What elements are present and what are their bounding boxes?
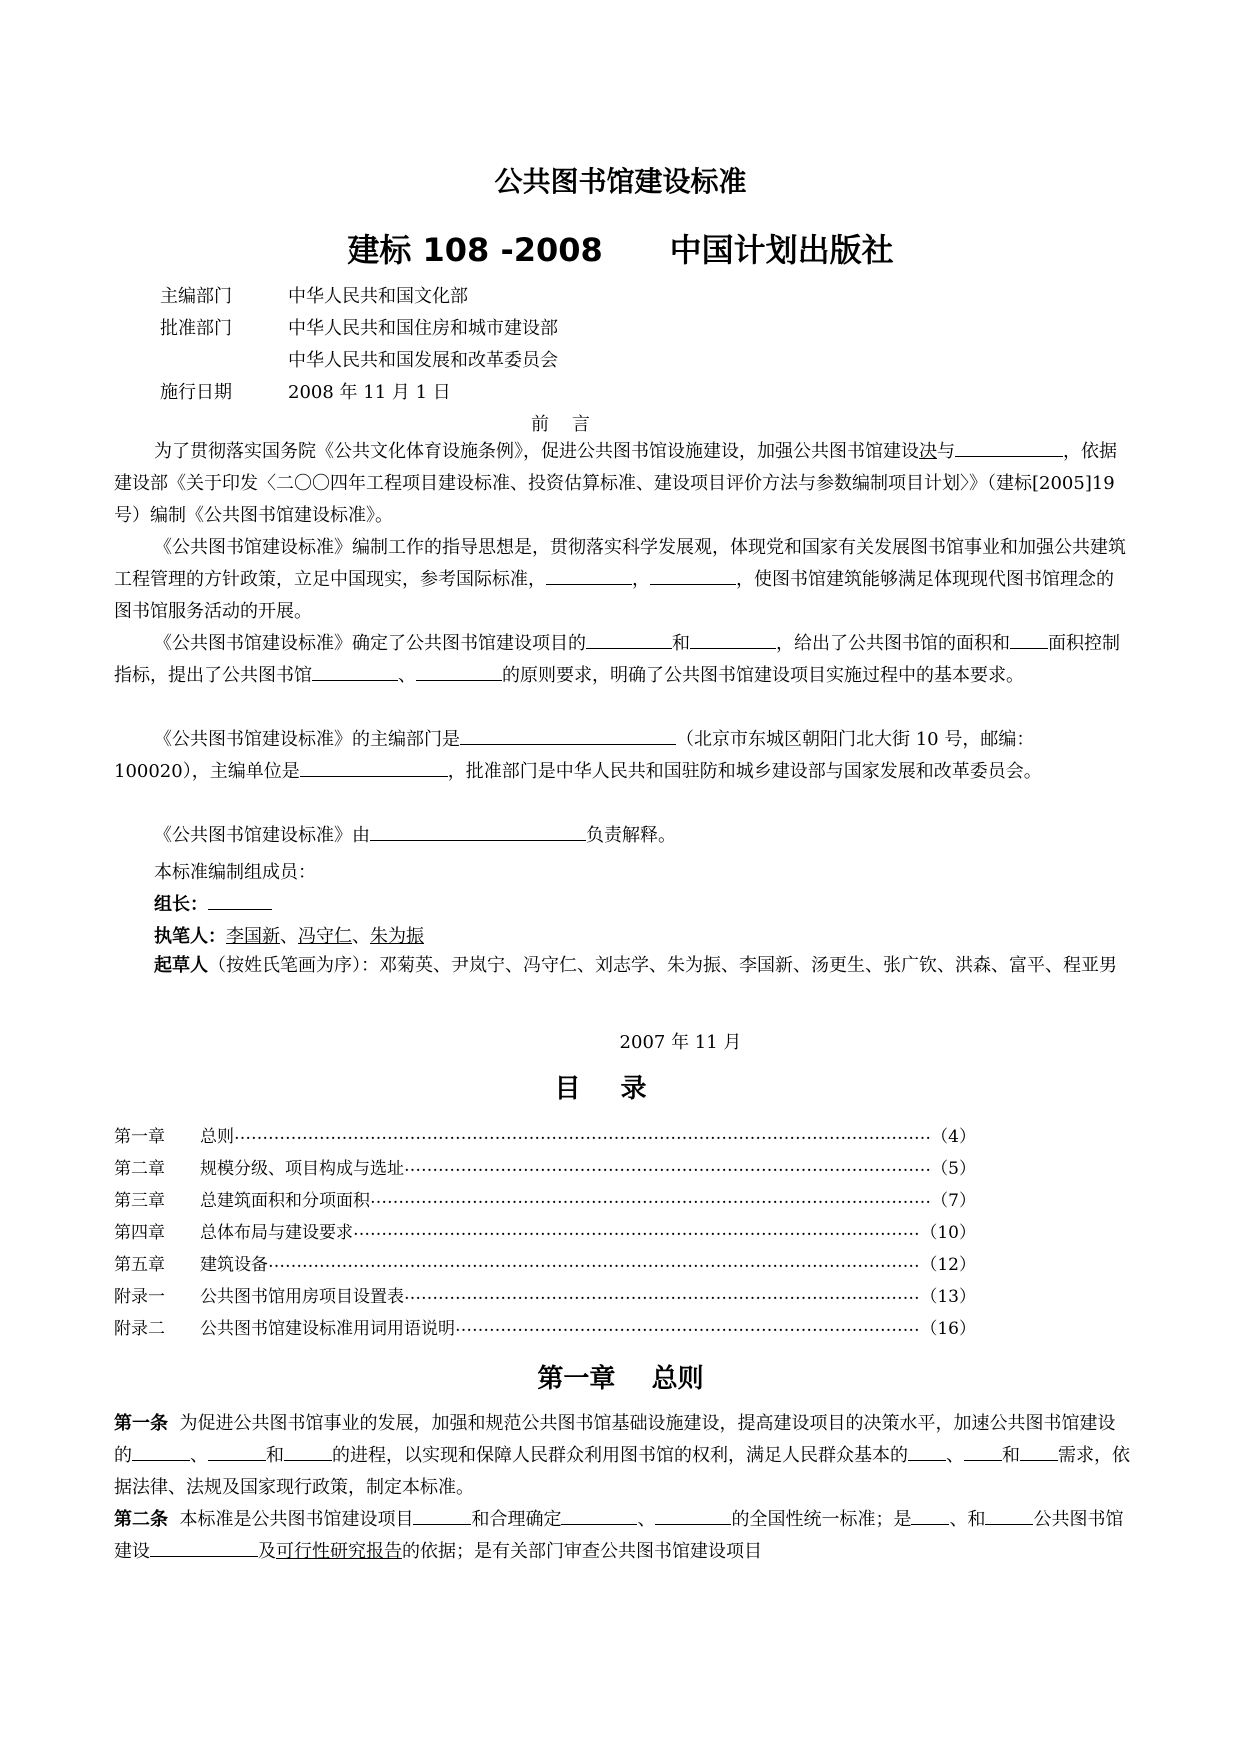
preface-date: 2007 年 11 月 bbox=[619, 1032, 742, 1053]
art2-text-e: 公共图书馆建设 bbox=[114, 1509, 1124, 1562]
art2-blank-6 bbox=[150, 1538, 258, 1557]
art2-dun: 、 bbox=[637, 1509, 656, 1530]
art1-dun: 、 bbox=[190, 1445, 208, 1466]
toc-page: （5） bbox=[931, 1158, 976, 1179]
art2-text-c: 的全国性统一标准；是 bbox=[731, 1509, 912, 1530]
meta-editor bbox=[160, 282, 468, 308]
article-2-label: 第二条 bbox=[114, 1509, 168, 1530]
art1-blank-1 bbox=[132, 1442, 190, 1461]
meta-date-value: 2008 年 11 月 1 日 bbox=[288, 382, 451, 403]
toc-chapter: 附录一 bbox=[114, 1286, 165, 1307]
chapter-1-title: 第一章 总则 bbox=[537, 1364, 704, 1394]
art1-blank-5 bbox=[964, 1442, 1002, 1461]
toc-entry[interactable] bbox=[114, 1310, 976, 1342]
p5-blank bbox=[370, 822, 586, 841]
p1-text-a: 为了贯彻落实国务院《公共文化体育设施条例》，促进公共图书馆设施建设，加强公共图书馆建设 bbox=[154, 441, 919, 462]
p3-text-d: 的原则要求，明确了公共图书馆建设项目实施过程中的基本要求。 bbox=[502, 665, 1024, 686]
article-2 bbox=[114, 1504, 1130, 1568]
art2-underlined: 可行性研究报告 bbox=[276, 1541, 402, 1562]
toc-chapter: 第三章 bbox=[114, 1190, 165, 1211]
p1-text-d: ，依据建设部《关于印发〈二〇〇四年工程项目建设标准、投资估算标准、建设项目评价方法与参数编制项目计划〉》（建标[2005]19 号）编制《公共图书馆建设标准》。 bbox=[114, 441, 1117, 526]
writer-name: 朱为振 bbox=[370, 926, 424, 947]
toc-leader bbox=[455, 1316, 920, 1336]
toc-page: （16） bbox=[920, 1318, 976, 1339]
document-subtitle: 建标 108 -2008 中国计划出版社 bbox=[347, 231, 894, 269]
toc-entry[interactable] bbox=[114, 1150, 976, 1182]
p3-blank-4 bbox=[312, 662, 398, 681]
toc-leader bbox=[268, 1252, 920, 1272]
p2-blank-2 bbox=[650, 566, 736, 585]
writer-sep: 、 bbox=[352, 926, 370, 947]
leader-label: 组长： bbox=[154, 894, 208, 915]
members-title: 本标准编制组成员： bbox=[154, 862, 316, 883]
p3-blank-2 bbox=[690, 630, 776, 649]
art2-blank-4 bbox=[911, 1506, 949, 1525]
toc-title: 目录 bbox=[554, 1074, 687, 1104]
writer-line bbox=[154, 922, 1174, 948]
p3-blank-3 bbox=[1010, 630, 1048, 649]
art2-blank-2 bbox=[561, 1506, 637, 1525]
toc-entry-title: 规模分级、项目构成与选址 bbox=[200, 1158, 404, 1179]
p2-blank-1 bbox=[546, 566, 632, 585]
preface-paragraph-5 bbox=[114, 820, 1130, 852]
toc-entry-title: 公共图书馆用房项目设置表 bbox=[200, 1286, 404, 1307]
art2-text-h: 的依据；是有关部门审查公共图书馆建设项目 bbox=[402, 1541, 762, 1562]
toc-page: （12） bbox=[920, 1254, 976, 1275]
p3-blank-5 bbox=[416, 662, 502, 681]
toc-entry[interactable] bbox=[114, 1214, 976, 1246]
art1-blank-6 bbox=[1020, 1442, 1058, 1461]
toc-page: （7） bbox=[931, 1190, 976, 1211]
toc-page: （13） bbox=[920, 1286, 976, 1307]
p5-text-b: 负责解释。 bbox=[586, 825, 676, 846]
art1-text-b: 的进程，以实现和保障人民群众利用图书馆的权利，满足人民群众基本的 bbox=[332, 1445, 908, 1466]
meta-editor-value: 中华人民共和国文化部 bbox=[288, 286, 468, 307]
toc-chapter: 第五章 bbox=[114, 1254, 165, 1275]
p1-blank bbox=[955, 438, 1063, 457]
p4-text-b: （北京市东城区朝阳门北大街 10 号，邮编：100020），主编单位是 bbox=[114, 729, 1035, 782]
art2-text-a: 本标准是公共图书馆建设项目 bbox=[179, 1509, 414, 1530]
p3-text-c: 面积控制指标，提出了公共图书馆 bbox=[114, 633, 1120, 686]
toc-entry-title: 公共图书馆建设标准用词用语说明 bbox=[200, 1318, 455, 1339]
toc-leader bbox=[370, 1188, 931, 1208]
toc-leader bbox=[353, 1220, 920, 1240]
writer-name: 冯守仁 bbox=[298, 926, 352, 947]
toc-entry-title: 总体布局与建设要求 bbox=[200, 1222, 353, 1243]
preface-paragraph-4 bbox=[114, 724, 1130, 788]
toc-entry-title: 总则 bbox=[200, 1126, 234, 1147]
art1-and: 和 bbox=[266, 1445, 284, 1466]
art2-text-d: 和 bbox=[967, 1509, 986, 1530]
drafters-label: 起草人 bbox=[154, 955, 208, 976]
toc-entry[interactable] bbox=[114, 1118, 976, 1150]
toc-chapter: 附录二 bbox=[114, 1318, 165, 1339]
document-title: 公共图书馆建设标准 bbox=[494, 165, 747, 198]
drafters-text: （按姓氏笔画为序）：邓菊英、尹岚宁、冯守仁、刘志学、朱为振、李国新、汤更生、张广钦、洪森、富平、程亚男 bbox=[208, 955, 1117, 976]
article-1-label: 第一条 bbox=[114, 1413, 168, 1434]
toc-chapter: 第二章 bbox=[114, 1158, 165, 1179]
toc-page: （4） bbox=[931, 1126, 976, 1147]
art2-blank-1 bbox=[413, 1506, 471, 1525]
toc-chapter: 第四章 bbox=[114, 1222, 165, 1243]
art1-and: 和 bbox=[1002, 1445, 1020, 1466]
art1-blank-4 bbox=[908, 1442, 946, 1461]
article-1 bbox=[114, 1408, 1130, 1504]
p3-text-a: 《公共图书馆建设标准》确定了公共图书馆建设项目的 bbox=[154, 633, 586, 654]
p4-text-a: 《公共图书馆建设标准》的主编部门是 bbox=[154, 729, 460, 750]
p2-text-a: 《公共图书馆建设标准》编制工作的指导思想是，贯彻落实科学发展观，体现党和国家有关发展图书馆事业和加强公共建筑工程管理的方针政策，立足中国现实，参考国际标准， bbox=[114, 537, 1126, 590]
writer-sep: 、 bbox=[280, 926, 298, 947]
preface-title: 前 言 bbox=[531, 414, 590, 435]
toc-entry[interactable] bbox=[114, 1278, 976, 1310]
art1-blank-2 bbox=[208, 1442, 266, 1461]
leader-blank bbox=[208, 891, 272, 910]
p1-text-c: 与 bbox=[937, 441, 955, 462]
table-of-contents bbox=[114, 1118, 976, 1342]
art2-text-b: 和合理确定 bbox=[471, 1509, 562, 1530]
toc-entry[interactable] bbox=[114, 1246, 976, 1278]
p2-text-b: ，使图书馆建筑能够满足体现现代图书馆理念的图书馆服务活动的开展。 bbox=[114, 569, 1114, 622]
meta-date bbox=[160, 378, 451, 404]
meta-approver bbox=[160, 314, 558, 340]
art1-text-c: 需求，依据法律、法规及国家现行政策，制定本标准。 bbox=[114, 1445, 1130, 1498]
art2-blank-3 bbox=[655, 1506, 731, 1525]
preface-paragraph-3 bbox=[114, 628, 1130, 692]
writer-name: 李国新 bbox=[226, 926, 280, 947]
toc-entry[interactable] bbox=[114, 1182, 976, 1214]
meta-date-label: 施行日期 bbox=[160, 382, 232, 403]
meta-approver-value-2: 中华人民共和国发展和改革委员会 bbox=[288, 350, 558, 371]
preface-paragraph-1 bbox=[114, 436, 1130, 532]
toc-entry-title: 建筑设备 bbox=[200, 1254, 268, 1275]
toc-chapter: 第一章 bbox=[114, 1126, 165, 1147]
art1-blank-3 bbox=[284, 1442, 332, 1461]
toc-leader bbox=[404, 1156, 931, 1176]
p1-underlined: 决 bbox=[919, 441, 937, 462]
p4-blank-2 bbox=[300, 758, 448, 777]
art2-text-f: 及 bbox=[258, 1541, 276, 1562]
toc-entry-title: 总建筑面积和分项面积 bbox=[200, 1190, 370, 1211]
drafters-paragraph bbox=[114, 950, 1130, 982]
toc-leader bbox=[404, 1284, 920, 1304]
p4-text-c: ，批准部门是中华人民共和国驻防和城乡建设部与国家发展和改革委员会。 bbox=[447, 761, 1042, 782]
preface-paragraph-2 bbox=[114, 532, 1130, 628]
leader-line bbox=[154, 890, 1174, 916]
art1-text-a: 为促进公共图书馆事业的发展，加强和规范公共图书馆基础设施建设，提高建设项目的决策水平，加速公共图书馆建设的 bbox=[114, 1413, 1116, 1466]
meta-approver-value-1: 中华人民共和国住房和城市建设部 bbox=[288, 318, 558, 339]
p5-text-a: 《公共图书馆建设标准》由 bbox=[154, 825, 370, 846]
p3-blank-1 bbox=[586, 630, 672, 649]
writer-label: 执笔人： bbox=[154, 926, 226, 947]
meta-approver-2 bbox=[160, 346, 558, 372]
art2-dun: 、 bbox=[949, 1509, 968, 1530]
meta-editor-label: 主编部门 bbox=[160, 286, 232, 307]
toc-leader bbox=[234, 1124, 931, 1144]
art2-blank-5 bbox=[985, 1506, 1033, 1525]
art1-dun: 、 bbox=[946, 1445, 964, 1466]
toc-page: （10） bbox=[920, 1222, 976, 1243]
p3-and: 和 bbox=[672, 633, 690, 654]
p3-dun: 、 bbox=[398, 665, 416, 686]
p2-sep: ， bbox=[632, 569, 650, 590]
p4-blank-1 bbox=[460, 726, 676, 745]
p3-text-b: ，给出了公共图书馆的面积和 bbox=[776, 633, 1010, 654]
meta-approver-label: 批准部门 bbox=[160, 318, 232, 339]
